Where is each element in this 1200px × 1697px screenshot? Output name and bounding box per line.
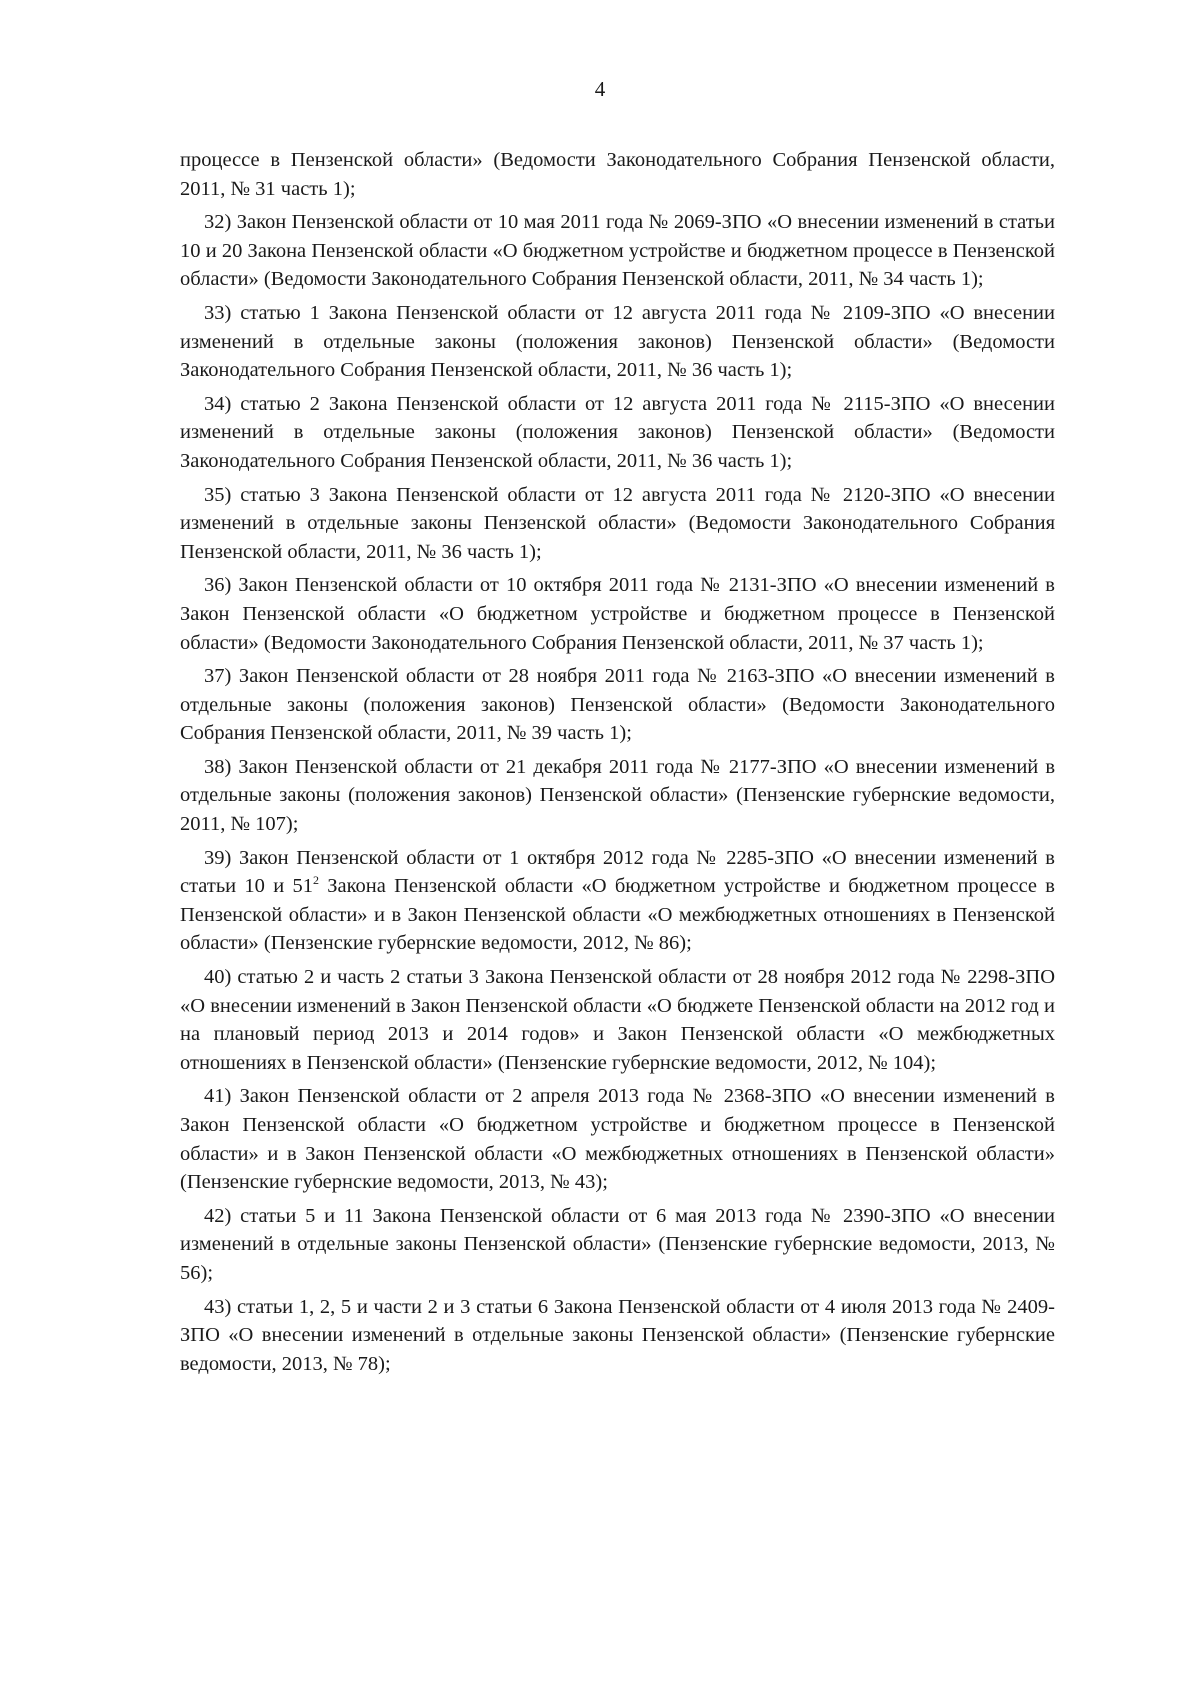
list-item-39-text-after: Закона Пензенской области «О бюджетном устройстве и бюджетном процессе в Пензенской области» и в Закон Пензенской области «О межбюджетных отношениях в Пензенской области» (Пензенские губернские ведомости, 2012, № 86); <box>180 875 1055 955</box>
superscript: 2 <box>312 873 319 888</box>
list-item-37: 37) Закон Пензенской области от 28 ноября 2011 года № 2163-ЗПО «О внесении изменений в отдельные законы (положения законов) Пензенской области» (Ведомости Законодательного Собрания Пензенской области, 2011, № 39 часть 1); <box>180 665 1055 745</box>
list-item-39 <box>180 844 1055 958</box>
page-number: 4 <box>594 77 606 101</box>
list-item-38: 38) Закон Пензенской области от 21 декабря 2011 года № 2177-ЗПО «О внесении изменений в отдельные законы (положения законов) Пензенской области» (Пензенские губернские ведомости, 2011, № 107); <box>180 755 1055 836</box>
list-item-34: 34) статью 2 Закона Пензенской области от 12 августа 2011 года № 2115-ЗПО «О внесении изменений в отдельные законы (положения законов) Пензенской области» (Ведомости Законодательного Собрания Пензенской области, 2011, № 36 часть 1); <box>180 392 1055 472</box>
list-item-43: 43) статьи 1, 2, 5 и части 2 и 3 статьи 6 Закона Пензенской области от 4 июля 2013 года № 2409-ЗПО «О внесении изменений в отдельные законы Пензенской области» (Пензенские губернские ведомости, 2013, № 78); <box>180 1295 1055 1375</box>
list-item-39-text-before: 39) Закон Пензенской области от 1 октября 2012 года № 2285-ЗПО «О внесении изменений в статьи 10 и 51 <box>180 846 1055 898</box>
list-item-32: 32) Закон Пензенской области от 10 мая 2011 года № 2069-ЗПО «О внесении изменений в статьи 10 и 20 Закона Пензенской области «О бюджетном устройстве и бюджетном процессе в Пензенской области» (Ведомости Законодательного Собрания Пензенской области, 2011, № 34 часть 1); <box>180 211 1055 291</box>
document-body <box>180 146 1055 1383</box>
list-item-36: 36) Закон Пензенской области от 10 октября 2011 года № 2131-ЗПО «О внесении изменений в Закон Пензенской области «О бюджетном устройстве и бюджетном процессе в Пензенской области» (Ведомости Законодательного Собрания Пензенской области, 2011, № 37 часть 1); <box>180 574 1055 654</box>
list-item-40: 40) статью 2 и часть 2 статьи 3 Закона Пензенской области от 28 ноября 2012 года № 2298-ЗПО «О внесении изменений в Закон Пензенской области «О бюджете Пензенской области на 2012 год и на плановый период 2013 и 2014 годов» и Закон Пензенской области «О межбюджетных отношениях в Пензенской области» (Пензенские губернские ведомости, 2012, № 104); <box>180 966 1055 1074</box>
continuation-paragraph: процессе в Пензенской области» (Ведомости Законодательного Собрания Пензенской области, 2011, № 31 часть 1); <box>180 149 1055 200</box>
list-item-41: 41) Закон Пензенской области от 2 апреля 2013 года № 2368-ЗПО «О внесении изменений в Закон Пензенской области «О бюджетном устройстве и бюджетном процессе в Пензенской области» и в Закон Пензенской области «О межбюджетных отношениях в Пензенской области» (Пензенские губернские ведомости, 2013, № 43); <box>180 1085 1055 1194</box>
list-item-35: 35) статью 3 Закона Пензенской области от 12 августа 2011 года № 2120-ЗПО «О внесении изменений в отдельные законы Пензенской области» (Ведомости Законодательного Собрания Пензенской области, 2011, № 36 часть 1); <box>180 483 1055 563</box>
list-item-33: 33) статью 1 Закона Пензенской области от 12 августа 2011 года № 2109-ЗПО «О внесении изменений в отдельные законы (положения законов) Пензенской области» (Ведомости Законодательного Собрания Пензенской области, 2011, № 36 часть 1); <box>180 301 1055 382</box>
list-item-42: 42) статьи 5 и 11 Закона Пензенской области от 6 мая 2013 года № 2390-ЗПО «О внесении изменений в отдельные законы Пензенской области» (Пензенские губернские ведомости, 2013, № 56); <box>180 1204 1055 1284</box>
